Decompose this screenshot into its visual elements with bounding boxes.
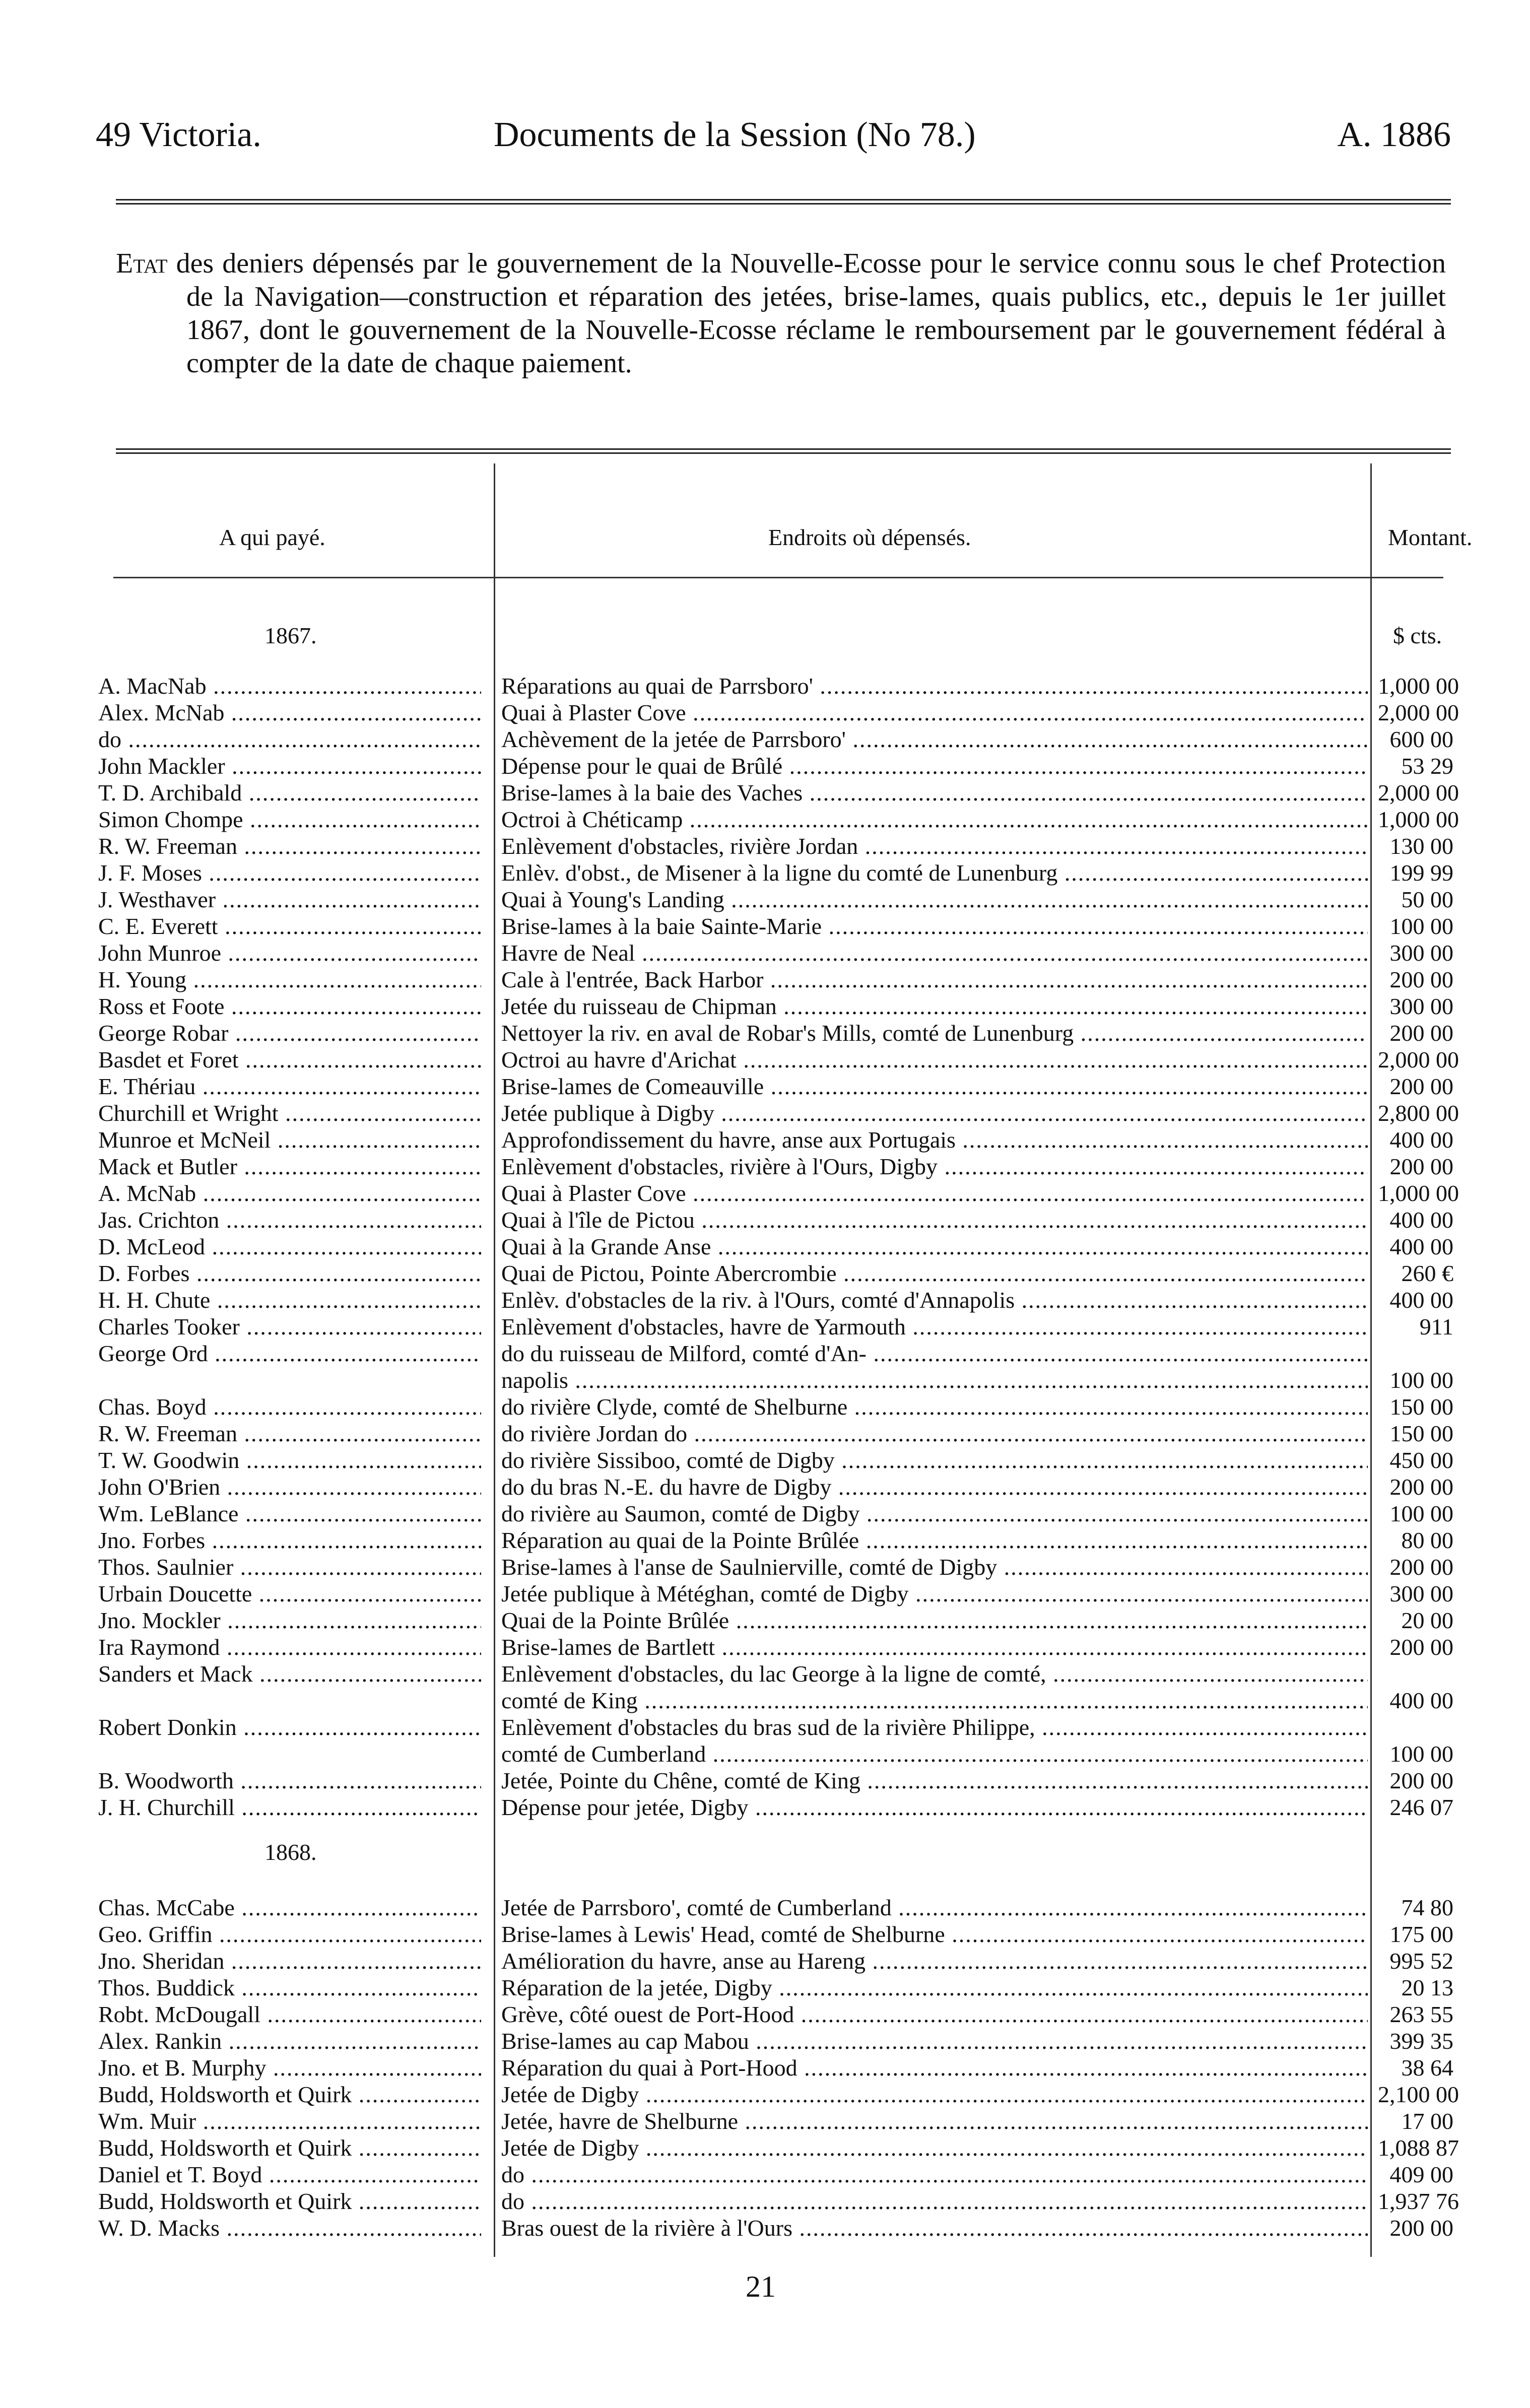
place-cell: Cale à l'entrée, Back Harbor ..... bbox=[501, 966, 1368, 993]
table-row bbox=[98, 1767, 1453, 1794]
table-row bbox=[98, 2134, 1459, 2161]
place-cell: Brise-lames à la baie Sainte-Marie ..... bbox=[501, 913, 1368, 940]
payee-cell: J. H. Churchill ..... bbox=[98, 1794, 481, 1821]
amount-cell: 399 35 bbox=[1389, 2028, 1453, 2054]
amount-cell: 20 00 bbox=[1401, 1608, 1453, 1633]
payee-cell: A. MacNab ..... bbox=[98, 673, 481, 699]
amount-cell: 200 00 bbox=[1389, 1634, 1453, 1660]
table-row bbox=[98, 779, 1459, 806]
amount-cell: 400 00 bbox=[1389, 1287, 1453, 1313]
table-row bbox=[98, 1607, 1453, 1634]
place-cell: Brise-lames à l'anse de Saulnierville, comté de Digby ..... bbox=[501, 1554, 1368, 1580]
amount-cell: 100 00 bbox=[1389, 1501, 1453, 1526]
table-row bbox=[98, 1100, 1459, 1126]
amount-cell: 263 55 bbox=[1389, 2001, 1453, 2027]
expense-table bbox=[98, 463, 1473, 2257]
place-cell: Havre de Neal ..... bbox=[501, 940, 1368, 966]
amount-cell: 911 bbox=[1419, 1314, 1453, 1340]
amount-cell: 80 00 bbox=[1401, 1527, 1453, 1553]
amount-cell: 450 00 bbox=[1389, 1447, 1453, 1473]
payee-cell: J. Westhaver ..... bbox=[98, 886, 481, 913]
place-cell: Quai à Plaster Cove ..... bbox=[501, 699, 1368, 726]
table-row bbox=[98, 1420, 1453, 1447]
payee-cell: Jno. et B. Murphy ..... bbox=[98, 2054, 481, 2081]
payee-cell: D. McLeod ..... bbox=[98, 1233, 481, 1260]
place-cell: Amélioration du havre, anse au Hareng ..... bbox=[501, 1948, 1368, 1974]
place-cell: do du ruisseau de Milford, comté d'An- ..... bbox=[501, 1340, 1368, 1367]
table-row bbox=[98, 2108, 1453, 2134]
table-row bbox=[98, 1687, 1453, 1714]
amount-cell: 100 00 bbox=[1389, 913, 1453, 939]
payee-cell: Jno. Mockler ..... bbox=[98, 1607, 481, 1634]
payee-cell: D. Forbes ..... bbox=[98, 1260, 481, 1287]
table-row bbox=[98, 1554, 1453, 1580]
place-cell: Enlèvement d'obstacles, havre de Yarmouth ..... bbox=[501, 1313, 1368, 1340]
amount-cell: 400 00 bbox=[1389, 1688, 1453, 1713]
table-row bbox=[98, 2215, 1453, 2241]
place-cell: comté de King ..... bbox=[501, 1687, 1368, 1714]
place-cell: Approfondissement du havre, anse aux Portugais ..... bbox=[501, 1126, 1368, 1153]
payee-cell: A. McNab ..... bbox=[98, 1180, 481, 1207]
payee-cell: Wm. LeBlance ..... bbox=[98, 1500, 481, 1527]
amount-cell: 130 00 bbox=[1389, 833, 1453, 859]
table-row bbox=[98, 1474, 1453, 1500]
table-row bbox=[98, 1046, 1459, 1073]
payee-cell: Mack et Butler ..... bbox=[98, 1153, 481, 1180]
amount-cell: 175 00 bbox=[1389, 1921, 1453, 1947]
payee-cell: Chas. Boyd ..... bbox=[98, 1393, 481, 1420]
table-row bbox=[98, 1126, 1453, 1153]
place-cell: Enlèvement d'obstacles du bras sud de la rivière Philippe, ..... bbox=[501, 1714, 1368, 1741]
table-row bbox=[98, 1948, 1453, 1974]
table-row bbox=[98, 966, 1453, 993]
payee-cell: C. E. Everett ..... bbox=[98, 913, 481, 940]
amount-cell: 2,100 00 bbox=[1378, 2082, 1459, 2107]
place-cell: Brise-lames de Bartlett ..... bbox=[501, 1634, 1368, 1660]
place-cell: Octroi au havre d'Arichat ..... bbox=[501, 1046, 1368, 1073]
payee-cell: Jno. Forbes ..... bbox=[98, 1527, 481, 1554]
place-cell: Dépense pour jetée, Digby ..... bbox=[501, 1794, 1368, 1821]
place-cell: Enlèv. d'obstacles de la riv. à l'Ours, comté d'Annapolis ..... bbox=[501, 1287, 1368, 1313]
payee-cell: Alex. Rankin ..... bbox=[98, 2028, 481, 2054]
header-volume: 49 Victoria. bbox=[96, 115, 261, 154]
payee-cell: Budd, Holdsworth et Quirk ..... bbox=[98, 2134, 481, 2161]
payee-cell: John Mackler ..... bbox=[98, 753, 481, 779]
amount-cell: 300 00 bbox=[1389, 1581, 1453, 1607]
table-row bbox=[98, 2028, 1453, 2054]
place-cell: Réparation au quai de la Pointe Brûlée ..... bbox=[501, 1527, 1368, 1554]
place-cell: Jetée de Digby ..... bbox=[501, 2134, 1368, 2161]
amount-cell: 100 00 bbox=[1389, 1741, 1453, 1767]
amount-cell: 2,800 00 bbox=[1378, 1100, 1459, 1126]
payee-cell: R. W. Freeman ..... bbox=[98, 833, 481, 859]
payee-cell: Alex. McNab ..... bbox=[98, 699, 481, 726]
payee-cell: T. W. Goodwin ..... bbox=[98, 1447, 481, 1474]
payee-cell: John Munroe ..... bbox=[98, 940, 481, 966]
table-row bbox=[98, 1393, 1453, 1420]
amount-cell: 300 00 bbox=[1389, 993, 1453, 1019]
place-cell: do ..... bbox=[501, 2161, 1368, 2188]
intro-paragraph bbox=[116, 247, 1446, 380]
table-row bbox=[98, 1073, 1453, 1100]
payee-cell: John O'Brien ..... bbox=[98, 1474, 481, 1500]
table-row bbox=[98, 1921, 1453, 1948]
amount-cell: 74 80 bbox=[1401, 1895, 1453, 1920]
amount-cell: 199 99 bbox=[1389, 860, 1453, 886]
table-row bbox=[98, 1794, 1453, 1821]
payee-cell: J. F. Moses ..... bbox=[98, 859, 481, 886]
payee-cell: George Robar ..... bbox=[98, 1020, 481, 1046]
table-row bbox=[98, 673, 1459, 699]
payee-cell: H. H. Chute ..... bbox=[98, 1287, 481, 1313]
payee-cell: Charles Tooker ..... bbox=[98, 1313, 481, 1340]
payee-cell: W. D. Macks ..... bbox=[98, 2215, 481, 2241]
year-1867: 1867. bbox=[264, 623, 317, 648]
payee-cell: Ross et Foote ..... bbox=[98, 993, 481, 1020]
place-cell: Jetée de Digby ..... bbox=[501, 2081, 1368, 2108]
table-row bbox=[98, 2188, 1459, 2215]
currency-label: $ cts. bbox=[1393, 623, 1442, 648]
column-header-payee: A qui payé. bbox=[219, 524, 325, 550]
amount-cell: 200 00 bbox=[1389, 1474, 1453, 1500]
amount-cell: 17 00 bbox=[1401, 2108, 1453, 2134]
table-row bbox=[98, 806, 1459, 833]
table-row bbox=[98, 940, 1453, 966]
amount-cell: 200 00 bbox=[1389, 1154, 1453, 1179]
amount-cell: 20 13 bbox=[1401, 1975, 1453, 2000]
amount-cell: 2,000 00 bbox=[1378, 700, 1459, 725]
amount-cell: 200 00 bbox=[1389, 1074, 1453, 1099]
place-cell: Octroi à Chéticamp ..... bbox=[501, 806, 1368, 833]
amount-cell: 53 29 bbox=[1401, 753, 1453, 779]
page-number: 21 bbox=[746, 2270, 776, 2303]
payee-cell: do ..... bbox=[98, 726, 481, 753]
year-1868: 1868. bbox=[264, 1839, 317, 1865]
place-cell: Jetée publique à Digby ..... bbox=[501, 1100, 1368, 1126]
payee-cell: Jas. Crichton ..... bbox=[98, 1207, 481, 1233]
amount-cell: 600 00 bbox=[1389, 726, 1453, 752]
place-cell: Enlèvement d'obstacles, du lac George à la ligne de comté, ..... bbox=[501, 1660, 1368, 1687]
place-cell: Jetée publique à Météghan, comté de Digby ..... bbox=[501, 1580, 1368, 1607]
intro-lead: Etat bbox=[116, 248, 168, 279]
place-cell: Quai à Plaster Cove ..... bbox=[501, 1180, 1368, 1207]
table-row bbox=[98, 1741, 1453, 1767]
table-row bbox=[98, 1313, 1453, 1340]
table-row bbox=[98, 1367, 1453, 1393]
payee-cell: Thos. Saulnier ..... bbox=[98, 1554, 481, 1580]
table-row bbox=[98, 1287, 1453, 1313]
table-row bbox=[98, 2001, 1453, 2028]
place-cell: do ..... bbox=[501, 2188, 1368, 2215]
payee-cell: Budd, Holdsworth et Quirk ..... bbox=[98, 2081, 481, 2108]
table-row bbox=[98, 1153, 1453, 1180]
place-cell: do rivière Sissiboo, comté de Digby ..... bbox=[501, 1447, 1368, 1474]
payee-cell: Sanders et Mack ..... bbox=[98, 1660, 481, 1687]
amount-cell: 150 00 bbox=[1389, 1421, 1453, 1446]
header-rule bbox=[116, 199, 1451, 205]
amount-cell: 409 00 bbox=[1389, 2162, 1453, 2187]
place-cell: Nettoyer la riv. en aval de Robar's Mills, comté de Lunenburg ..... bbox=[501, 1020, 1368, 1046]
payee-cell: T. D. Archibald ..... bbox=[98, 779, 481, 806]
payee-cell: E. Thériau ..... bbox=[98, 1073, 481, 1100]
payee-cell: H. Young ..... bbox=[98, 966, 481, 993]
amount-cell: 260 € bbox=[1401, 1260, 1453, 1286]
place-cell: Bras ouest de la rivière à l'Ours ..... bbox=[501, 2215, 1368, 2241]
payee-cell: Thos. Buddick ..... bbox=[98, 1974, 481, 2001]
place-cell: Brise-lames au cap Mabou ..... bbox=[501, 2028, 1368, 2054]
table-row bbox=[98, 993, 1453, 1020]
amount-cell: 995 52 bbox=[1389, 1948, 1453, 1974]
amount-cell: 38 64 bbox=[1401, 2055, 1453, 2081]
table-row bbox=[98, 1580, 1453, 1607]
place-cell: Quai de la Pointe Brûlée ..... bbox=[501, 1607, 1368, 1634]
table-row bbox=[98, 1207, 1453, 1233]
table-row bbox=[98, 1660, 1453, 1687]
header-table-rule bbox=[113, 577, 1443, 578]
amount-cell: 200 00 bbox=[1389, 2215, 1453, 2241]
place-cell: Réparation du quai à Port-Hood ..... bbox=[501, 2054, 1368, 2081]
table-row bbox=[98, 1634, 1453, 1660]
place-cell: Brise-lames à Lewis' Head, comté de Shelburne ..... bbox=[501, 1921, 1368, 1948]
intro-rule bbox=[116, 448, 1451, 454]
table-row bbox=[98, 2054, 1453, 2081]
place-cell: Achèvement de la jetée de Parrsboro' ..... bbox=[501, 726, 1368, 753]
place-cell: Grève, côté ouest de Port-Hood ..... bbox=[501, 2001, 1368, 2028]
table-row bbox=[98, 1714, 1453, 1741]
table-row bbox=[98, 726, 1453, 753]
payee-cell: Wm. Muir ..... bbox=[98, 2108, 481, 2134]
amount-cell: 1,937 76 bbox=[1378, 2188, 1459, 2214]
table-row bbox=[98, 886, 1453, 913]
payee-cell: Chas. McCabe ..... bbox=[98, 1894, 481, 1921]
payee-cell: George Ord ..... bbox=[98, 1340, 481, 1367]
place-cell: Brise-lames à la baie des Vaches ..... bbox=[501, 779, 1368, 806]
table-row bbox=[98, 2081, 1459, 2108]
table-row bbox=[98, 1447, 1453, 1474]
table-row bbox=[98, 1020, 1453, 1046]
amount-cell: 100 00 bbox=[1389, 1367, 1453, 1393]
amount-cell: 200 00 bbox=[1389, 1020, 1453, 1046]
table-row bbox=[98, 1180, 1459, 1207]
place-cell: Quai de Pictou, Pointe Abercrombie ..... bbox=[501, 1260, 1368, 1287]
payee-cell: Budd, Holdsworth et Quirk ..... bbox=[98, 2188, 481, 2215]
table-row bbox=[98, 1974, 1453, 2001]
payee-cell: Jno. Sheridan ..... bbox=[98, 1948, 481, 1974]
place-cell: Enlèvement d'obstacles, rivière à l'Ours, Digby ..... bbox=[501, 1153, 1368, 1180]
amount-cell: 1,088 87 bbox=[1378, 2135, 1459, 2161]
place-cell: Réparations au quai de Parrsboro' ..... bbox=[501, 673, 1368, 699]
intro-text: des deniers dépensés par le gouvernement de la Nouvelle-Ecosse pour le service connu sous le chef Protection de la Navigation—construction et réparation des jetées, brise-lames, quais publics, etc., depuis le 1er juillet 1867, dont le gouvernement de la Nouvelle-Ecosse réclame le remboursement par le gouvernement fédéral à compter de la date de chaque paiement. bbox=[167, 248, 1446, 379]
amount-cell: 2,000 00 bbox=[1378, 780, 1459, 806]
amount-cell: 400 00 bbox=[1389, 1207, 1453, 1233]
amount-cell: 400 00 bbox=[1389, 1234, 1453, 1259]
amount-cell: 50 00 bbox=[1401, 887, 1453, 912]
amount-cell: 1,000 00 bbox=[1378, 807, 1459, 832]
table-row bbox=[98, 859, 1453, 886]
table-row bbox=[98, 1233, 1453, 1260]
table-row bbox=[98, 1527, 1453, 1554]
amount-cell: 300 00 bbox=[1389, 940, 1453, 966]
amount-cell: 246 07 bbox=[1389, 1794, 1453, 1820]
place-cell: Jetée du ruisseau de Chipman ..... bbox=[501, 993, 1368, 1020]
table-row bbox=[98, 913, 1453, 940]
payee-cell: Robt. McDougall ..... bbox=[98, 2001, 481, 2028]
place-cell: Brise-lames de Comeauville ..... bbox=[501, 1073, 1368, 1100]
payee-cell: Basdet et Foret ..... bbox=[98, 1046, 481, 1073]
table-row bbox=[98, 1894, 1453, 1921]
place-cell: Quai à la Grande Anse ..... bbox=[501, 1233, 1368, 1260]
amount-cell: 200 00 bbox=[1389, 1768, 1453, 1793]
table-row bbox=[98, 699, 1459, 726]
payee-cell: Munroe et McNeil ..... bbox=[98, 1126, 481, 1153]
page-header bbox=[96, 115, 1451, 160]
table-row bbox=[98, 1260, 1453, 1287]
place-cell: comté de Cumberland ..... bbox=[501, 1741, 1368, 1767]
amount-cell: 1,000 00 bbox=[1378, 673, 1459, 699]
place-cell: Jetée de Parrsboro', comté de Cumberland ..... bbox=[501, 1894, 1368, 1921]
place-cell: do rivière au Saumon, comté de Digby ..... bbox=[501, 1500, 1368, 1527]
place-cell: napolis ..... bbox=[501, 1367, 1368, 1393]
place-cell: Quai à l'île de Pictou ..... bbox=[501, 1207, 1368, 1233]
table-row bbox=[98, 833, 1453, 859]
table-row bbox=[98, 2161, 1453, 2188]
place-cell: Enlèvement d'obstacles, rivière Jordan ..... bbox=[501, 833, 1368, 859]
payee-cell: Ira Raymond ..... bbox=[98, 1634, 481, 1660]
place-cell: do rivière Clyde, comté de Shelburne ..... bbox=[501, 1393, 1368, 1420]
amount-cell: 200 00 bbox=[1389, 1554, 1453, 1580]
place-cell: Réparation de la jetée, Digby ..... bbox=[501, 1974, 1368, 2001]
place-cell: Dépense pour le quai de Brûlé ..... bbox=[501, 753, 1368, 779]
payee-cell: Robert Donkin ..... bbox=[98, 1714, 481, 1741]
amount-cell: 400 00 bbox=[1389, 1127, 1453, 1153]
payee-cell: Daniel et T. Boyd ..... bbox=[98, 2161, 481, 2188]
table-row bbox=[98, 753, 1453, 779]
payee-cell: Churchill et Wright ..... bbox=[98, 1100, 481, 1126]
table-row bbox=[98, 1500, 1453, 1527]
column-header-place: Endroits où dépensés. bbox=[768, 524, 971, 550]
payee-cell: B. Woodworth ..... bbox=[98, 1767, 481, 1794]
payee-cell: Simon Chompe ..... bbox=[98, 806, 481, 833]
header-title: Documents de la Session (No 78.) bbox=[494, 115, 976, 154]
payee-cell: Geo. Griffin ..... bbox=[98, 1921, 481, 1948]
place-cell: Jetée, Pointe du Chêne, comté de King ..... bbox=[501, 1767, 1368, 1794]
place-cell: Jetée, havre de Shelburne ..... bbox=[501, 2108, 1368, 2134]
table-row bbox=[98, 1340, 1453, 1367]
column-header-amount: Montant. bbox=[1388, 524, 1473, 550]
place-cell: Enlèv. d'obst., de Misener à la ligne du comté de Lunenburg ..... bbox=[501, 859, 1368, 886]
payee-cell: Urbain Doucette ..... bbox=[98, 1580, 481, 1607]
place-cell: do rivière Jordan do ..... bbox=[501, 1420, 1368, 1447]
place-cell: do du bras N.-E. du havre de Digby ..... bbox=[501, 1474, 1368, 1500]
amount-cell: 200 00 bbox=[1389, 967, 1453, 992]
place-cell: Quai à Young's Landing ..... bbox=[501, 886, 1368, 913]
amount-cell: 150 00 bbox=[1389, 1394, 1453, 1420]
header-year: A. 1886 bbox=[1337, 115, 1451, 154]
amount-cell: 2,000 00 bbox=[1378, 1047, 1459, 1073]
amount-cell: 1,000 00 bbox=[1378, 1180, 1459, 1206]
payee-cell: R. W. Freeman ..... bbox=[98, 1420, 481, 1447]
